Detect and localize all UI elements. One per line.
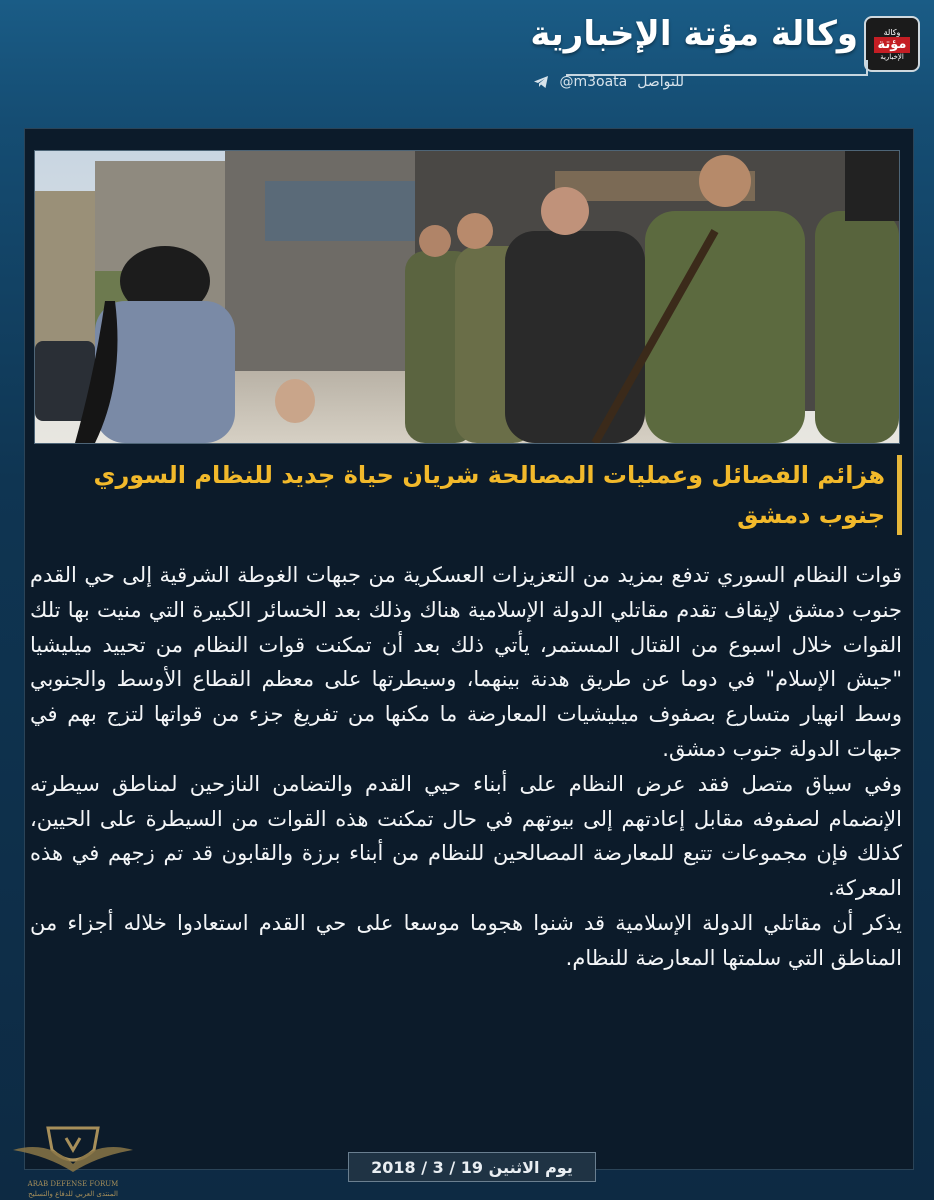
eagle-icon (8, 1120, 138, 1176)
agency-logo (864, 16, 920, 72)
contact-row (533, 74, 684, 90)
date-label: يوم الاثنين 19 / 3 / 2018 (348, 1152, 596, 1182)
article-body (30, 558, 902, 976)
header (0, 0, 934, 120)
logo-line1: وكالة (883, 27, 901, 37)
watermark-line2: المنتدى العربي للدفاع والتسليح (28, 1190, 118, 1198)
paragraph-3: يذكر أن مقاتلي الدولة الإسلامية قد شنوا هجوما موسعا على حي القدم استعادوا خلاله أجزاء من المناطق التي سلمتها المعارضة للنظام. (30, 910, 902, 970)
forum-watermark-logo (8, 1120, 138, 1200)
article-headline: هزائم الفصائل وعمليات المصالحة شريان حياة جديد للنظام السوري جنوب دمشق (93, 461, 885, 529)
contact-handle[interactable]: @m3oata (559, 74, 628, 90)
headline-block (35, 455, 902, 535)
contact-label: للتواصل (637, 74, 684, 90)
article-photo (34, 150, 900, 444)
paragraph-1: قوات النظام السوري تدفع بمزيد من التعزيزات العسكرية من جبهات الغوطة الشرقية إلى حي القدم جنوب دمشق لإيقاف تقدم مقاتلي الدولة الإسلامية هناك وذلك بعد الخسائر الكبيرة التي منيت بها تلك القوات خلال اسبوع من القتال المستمر، يأتي ذلك بعد أن تمكنت قوات النظام من تحييد ميليشيا "جيش الإسلام" في دوما عن طريق هدنة بينهما، وسيطرتها على معظم القطاع الأوسط والجنوبي وسط انهيار متسارع بصفوف ميليشيات المعارضة ما مكنها من تفريغ جزء من قواتها لتزج بهم في جبهات الدولة جنوب دمشق. (30, 563, 902, 761)
logo-line3: الإخبارية (880, 52, 904, 61)
agency-title: وكالة مؤتة الإخبارية (530, 14, 858, 54)
logo-line2: مؤتة (874, 37, 911, 53)
paragraph-2: وفي سياق متصل فقد عرض النظام على أبناء حيي القدم والتضامن النازحين لمناطق سيطرته الإنضمام لصفوفه مقابل إعادتهم إلى بيوتهم في حال تمكنت هذه القوات من السيطرة على الحيين، كذلك فإن مجموعات تتبع للمعارضة المصالحين للنظام من أبناء برزة والقابون قد تم زجهم في هذه المعركة. (30, 771, 902, 901)
watermark-line1: ARAB DEFENSE FORUM (27, 1180, 119, 1188)
telegram-icon[interactable] (533, 74, 549, 90)
